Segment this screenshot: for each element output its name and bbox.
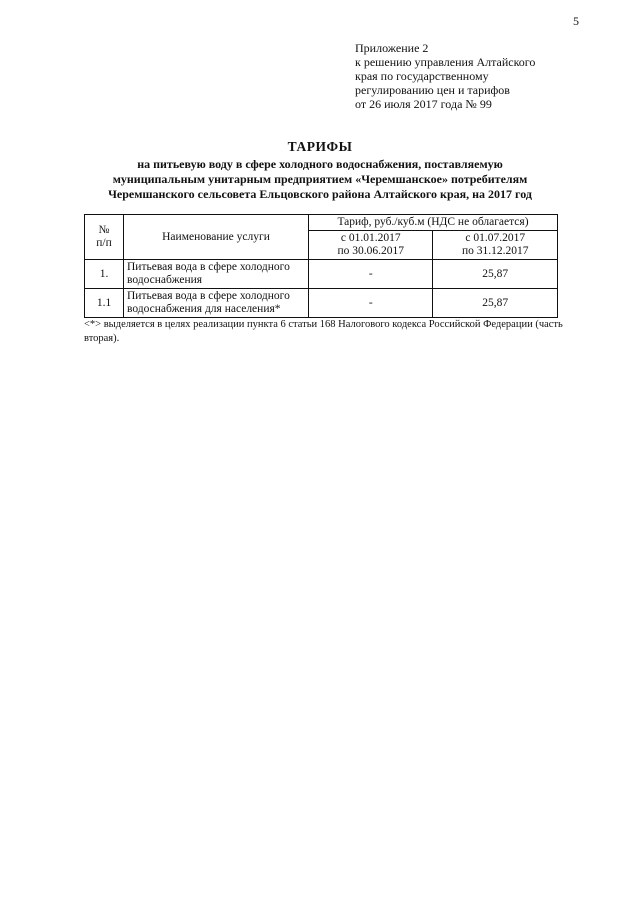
page-number: 5 [573, 14, 579, 28]
header-name: Наименование услуги [124, 215, 309, 260]
row-period-1: - [309, 260, 433, 289]
appendix-line: Приложение 2 [355, 41, 429, 55]
row-period-2: 25,87 [433, 289, 558, 318]
title-main: ТАРИФЫ [287, 139, 353, 154]
header-num-line: № [98, 224, 110, 236]
row-name [124, 260, 309, 289]
table-header-row [85, 215, 558, 231]
title-line: муниципальным унитарным предприятием «Черемшанское» потребителям [112, 172, 528, 186]
title-line: на питьевую воду в сфере холодного водоснабжения, поставляемую [137, 157, 503, 171]
appendix-reference [355, 41, 615, 111]
footnote: <*> выделяется в целях реализации пункта 6 статьи 168 Налогового кодекса Российской Федерации (часть вторая). [84, 319, 563, 344]
header-period-1 [309, 231, 433, 260]
row-name-line: Питьевая вода в сфере холодного [127, 261, 290, 273]
header-period-line: по 30.06.2017 [337, 245, 404, 257]
header-period-line: с 01.01.2017 [340, 232, 401, 244]
row-period-2: 25,87 [433, 260, 558, 289]
row-num: 1.1 [85, 289, 124, 318]
appendix-line: регулированию цен и тарифов [355, 83, 510, 97]
title-line: Черемшанского сельсовета Ельцовского района Алтайского края, на 2017 год [108, 187, 532, 201]
document-title [60, 139, 580, 202]
row-name [124, 289, 309, 318]
appendix-line: к решению управления Алтайского [355, 55, 536, 69]
appendix-line: от 26 июля 2017 года № 99 [355, 97, 492, 111]
header-period-line: по 31.12.2017 [461, 245, 529, 257]
row-name-line: водоснабжения [127, 274, 203, 286]
table-row [85, 289, 558, 318]
tariff-table [84, 214, 558, 318]
row-name-line: Питьевая вода в сфере холодного [127, 290, 290, 302]
header-period-2 [433, 231, 558, 260]
header-num-line: п/п [96, 237, 112, 249]
header-num [85, 215, 124, 260]
row-period-1: - [309, 289, 433, 318]
appendix-line: края по государственному [355, 69, 489, 83]
header-period-line: с 01.07.2017 [465, 232, 526, 244]
table-row [85, 260, 558, 289]
header-tariff: Тариф, руб./куб.м (НДС не облагается) [309, 215, 558, 231]
row-name-line: водоснабжения для населения* [127, 303, 281, 315]
row-num: 1. [85, 260, 124, 289]
